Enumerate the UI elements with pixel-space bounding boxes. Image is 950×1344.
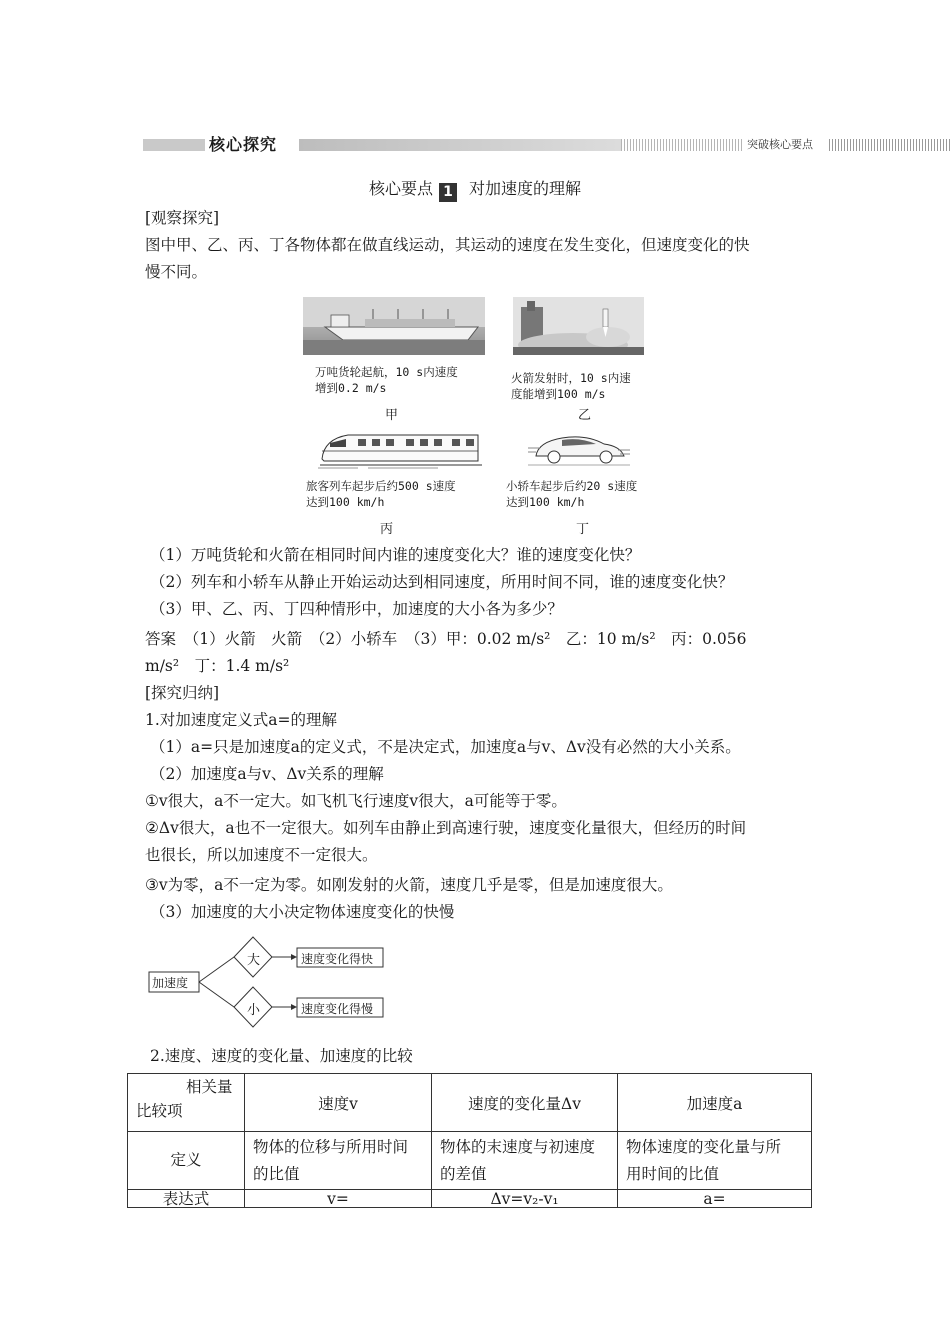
- diagram-branch-big: 大: [247, 953, 261, 968]
- cell-text-line1: 物体的位移与所用时间: [253, 1137, 409, 1156]
- table-header-acceleration: 加速度a: [618, 1074, 812, 1132]
- summary-item1-2: （2）加速度a与v、Δv关系的理解: [150, 765, 384, 783]
- banner-bar-left: [143, 139, 205, 151]
- heading-prefix: 核心要点: [368, 179, 433, 198]
- cell-text-line1: 物体速度的变化量与所: [626, 1137, 782, 1156]
- caption-rocket-line1: 火箭发射时，10 s内速: [511, 371, 631, 385]
- section-banner: [143, 136, 815, 153]
- table-corner-cell: [128, 1074, 245, 1132]
- summary-point2-line2: 也很长，所以加速度不一定很大。: [145, 846, 378, 864]
- cell-text-line2: 的差值: [440, 1164, 487, 1183]
- caption-train-line2: 达到100 km/h: [306, 495, 385, 509]
- table-cell-definition-velocity: [245, 1132, 432, 1190]
- observe-label: [观察探究]: [145, 209, 220, 227]
- figure-label-jia: 甲: [385, 408, 399, 423]
- question-1: （1）万吨货轮和火箭在相同时间内谁的速度变化大？谁的速度变化快？: [150, 546, 641, 564]
- answer-line1: 答案 （1）火箭 火箭 （2）小轿车 （3）甲：0.02 m/s² 乙：10 m/s² 丙：0.056: [145, 630, 747, 648]
- table-cell-definition-acceleration: [618, 1132, 812, 1190]
- figure-label-yi: 乙: [578, 408, 592, 423]
- diagram-branch-small: 小: [247, 1003, 261, 1018]
- summary-item2-title: 2.速度、速度的变化量、加速度的比较: [150, 1047, 413, 1065]
- cell-text-line2: 用时间的比值: [626, 1164, 720, 1183]
- observe-intro-line2: 慢不同。: [145, 263, 208, 281]
- table-header-velocity: 速度v: [245, 1074, 432, 1132]
- table-header-delta-velocity: 速度的变化量Δv: [432, 1074, 618, 1132]
- question-2: （2）列车和小轿车从静止开始运动达到相同速度，所用时间不同，谁的速度变化快？: [150, 573, 734, 591]
- banner-tag: 突破核心要点: [747, 138, 813, 151]
- answer-line2: m/s² 丁：1.4 m/s²: [145, 657, 290, 675]
- passenger-train-drawing: [318, 425, 484, 471]
- caption-train-line1: 旅客列车起步后约500 s速度: [306, 479, 456, 493]
- summary-point3: ③v为零，a不一定为零。如刚发射的火箭，速度几乎是零，但是加速度很大。: [145, 876, 673, 894]
- comparison-table: [127, 1073, 812, 1208]
- figure-caption-rocket: [511, 370, 631, 402]
- table-row-header-definition: 定义: [128, 1132, 245, 1190]
- summary-label: [探究归纳]: [145, 684, 220, 702]
- table-cell-expression-velocity: v=: [245, 1190, 432, 1208]
- caption-ship-line2: 增到0.2 m/s: [315, 381, 387, 395]
- summary-item1-1: （1）a=只是加速度a的定义式，不是决定式，加速度a与v、Δv没有必然的大小关系。: [150, 738, 741, 756]
- banner-title: 核心探究: [209, 135, 278, 154]
- table-cell-expression-delta: Δv=v₂-v₁: [432, 1190, 618, 1208]
- summary-point2-line1: ②Δv很大，a也不一定很大。如列车由静止到高速行驶，速度变化量很大，但经历的时间: [145, 819, 747, 837]
- heading-title: 对加速度的理解: [469, 179, 582, 198]
- diagram-result-slow: 速度变化得慢: [301, 1002, 374, 1016]
- banner-hatch-right: [829, 139, 950, 151]
- summary-item1-title: 1.对加速度定义式a=的理解: [145, 711, 338, 729]
- figure-label-bing: 丙: [380, 522, 394, 537]
- banner-bar-middle: [299, 139, 621, 151]
- corner-bottom-label: 比较项: [136, 1102, 183, 1120]
- section-heading: [0, 176, 950, 202]
- caption-ship-line1: 万吨货轮起航，10 s内速度: [315, 365, 458, 379]
- cell-text-line1: 物体的末速度与初速度: [440, 1137, 596, 1156]
- figure-label-ding: 丁: [576, 522, 590, 537]
- banner-hatch-left: [621, 139, 743, 151]
- figure-caption-train: [306, 478, 456, 510]
- table-row-header-expression: 表达式: [128, 1190, 245, 1208]
- summary-item1-3: （3）加速度的大小决定物体速度变化的快慢: [150, 903, 455, 921]
- cargo-ship-photo: [303, 297, 485, 355]
- caption-rocket-line2: 度能增到100 m/s: [511, 387, 606, 401]
- question-3: （3）甲、乙、丙、丁四种情形中，加速度的大小各为多少？: [150, 600, 563, 618]
- car-drawing: [528, 428, 630, 468]
- table-cell-expression-acceleration: a=: [618, 1190, 812, 1208]
- summary-point1: ①v很大，a不一定大。如飞机飞行速度v很大，a可能等于零。: [145, 792, 567, 810]
- acceleration-diagram: [148, 935, 388, 1030]
- figure-caption-ship: [315, 364, 458, 396]
- rocket-launch-photo: [513, 297, 644, 355]
- diagram-result-fast: 速度变化得快: [301, 952, 374, 966]
- diagram-root: 加速度: [152, 976, 189, 990]
- caption-car-line1: 小轿车起步后约20 s速度: [506, 479, 638, 493]
- figure-caption-car: [506, 478, 637, 510]
- cell-text-line2: 的比值: [253, 1164, 300, 1183]
- caption-car-line2: 达到100 km/h: [506, 495, 585, 509]
- table-cell-definition-delta: [432, 1132, 618, 1190]
- heading-number-badge: 1: [439, 183, 457, 202]
- corner-top-label: 相关量: [186, 1078, 233, 1096]
- observe-intro-line1: 图中甲、乙、丙、丁各物体都在做直线运动，其运动的速度在发生变化，但速度变化的快: [145, 236, 750, 254]
